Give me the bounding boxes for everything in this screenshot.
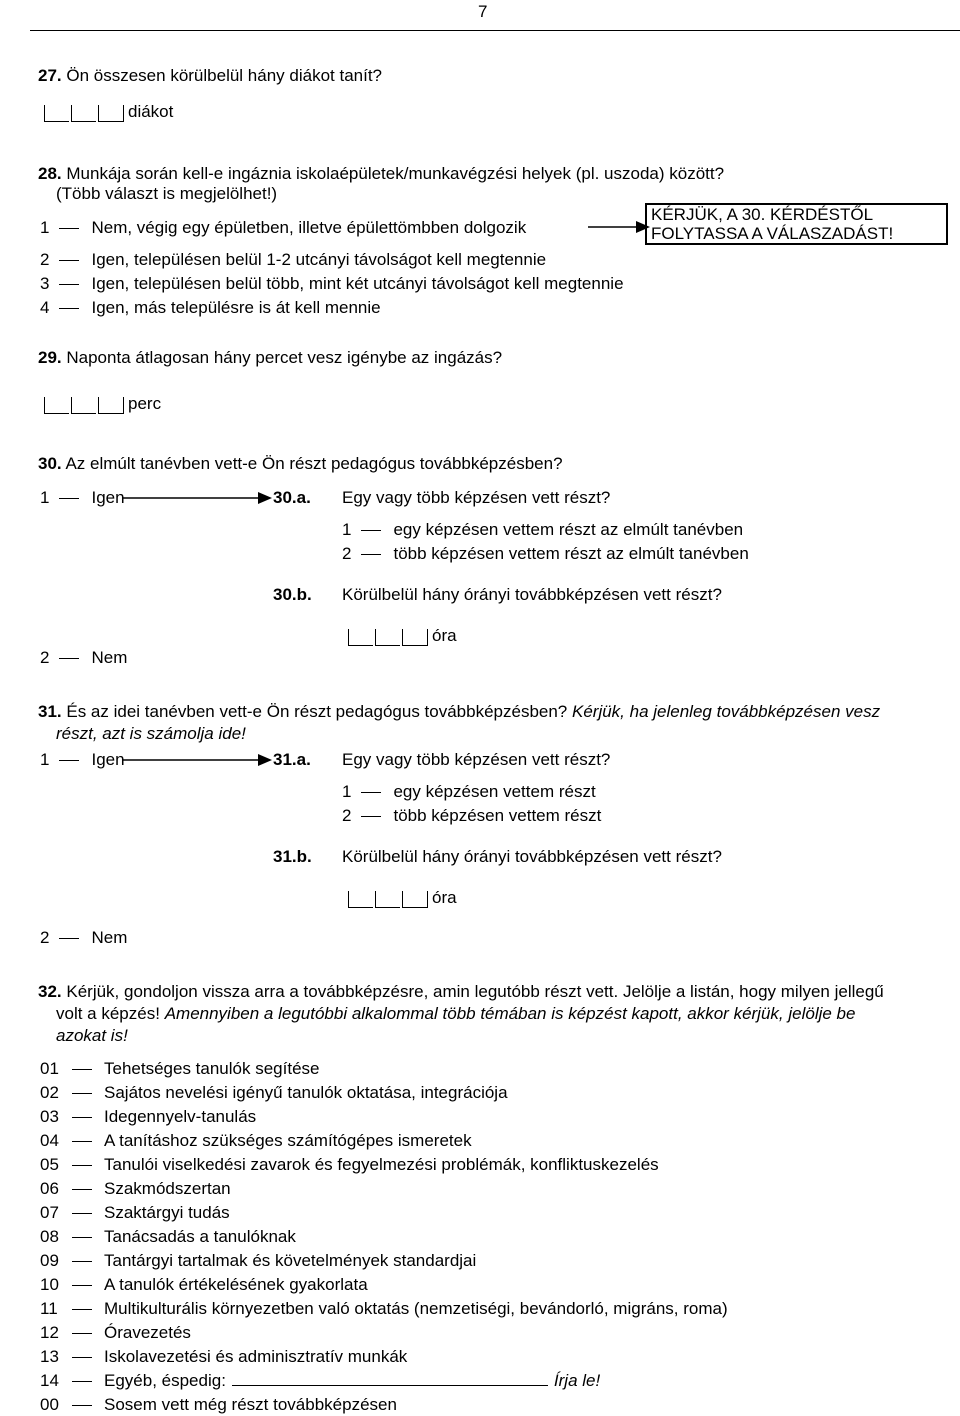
subquestion-number: 30.a.	[273, 488, 311, 507]
answer-field-hours-31[interactable]	[348, 888, 457, 908]
option-31-no[interactable]: 2 Nem	[40, 928, 128, 947]
unit-label: óra	[432, 626, 457, 645]
option-30a-2[interactable]: 2 több képzésen vettem részt az elmúlt tanévben	[342, 544, 749, 563]
question-note: (Több választ is megjelölhet!)	[56, 184, 278, 203]
page-number: 7	[478, 2, 488, 21]
unit-label: perc	[128, 394, 162, 413]
question-note-cont: részt, azt is számolja ide!	[56, 724, 246, 743]
question-number: 27.	[38, 66, 62, 85]
list-item[interactable]: 01 Tehetséges tanulók segítése	[40, 1059, 320, 1078]
question-note: Kérjük, ha jelenleg továbbképzésen vesz	[572, 702, 881, 721]
list-item[interactable]: 04 A tanításhoz szükséges számítógépes ismeretek	[40, 1131, 472, 1150]
question-32	[38, 982, 884, 1002]
subquestion-text: Egy vagy több képzésen vett részt?	[342, 488, 611, 507]
list-item[interactable]: 12 Óravezetés	[40, 1323, 191, 1342]
question-text: És az idei tanévben vett-e Ön részt pedagógus továbbképzésben?	[66, 702, 568, 721]
arrow-30-icon	[122, 491, 272, 505]
question-31	[38, 702, 880, 722]
question-text: Ön összesen körülbelül hány diákot tanít?	[66, 66, 383, 85]
list-item[interactable]: 11 Multikulturális környezetben való oktatás (nemzetiségi, bevándorló, migráns, roma)	[40, 1299, 728, 1318]
unit-label: óra	[432, 888, 457, 907]
list-item[interactable]: 02 Sajátos nevelési igényű tanulók oktatása, integrációja	[40, 1083, 508, 1102]
answer-field-hours-30[interactable]	[348, 626, 457, 646]
subquestion-text: Egy vagy több képzésen vett részt?	[342, 750, 611, 769]
subquestion-text: Körülbelül hány órányi továbbképzésen vett részt?	[342, 585, 722, 604]
question-text: Munkája során kell-e ingáznia iskolaépületek/munkavégzési helyek (pl. uszoda) között?	[66, 164, 725, 183]
question-text: Az elmúlt tanévben vett-e Ön részt pedagógus továbbképzésben?	[65, 454, 563, 473]
write-in-instruction: Írja le!	[553, 1371, 601, 1390]
question-30	[38, 454, 563, 474]
question-text: Kérjük, gondoljon vissza arra a továbbképzésre, amin legutóbb részt vett. Jelölje a listán, hogy milyen jellegű	[66, 982, 884, 1001]
question-number: 29.	[38, 348, 62, 367]
list-item[interactable]: 03 Idegennyelv-tanulás	[40, 1107, 257, 1126]
question-text-cont2: azokat is!	[56, 1026, 128, 1045]
question-text-cont: volt a képzés! Amennyiben a legutóbbi alkalommal több témában is képzést kapott, akkor kérjük, jelölje be	[56, 1004, 856, 1023]
option-30-no[interactable]: 2 Nem	[40, 648, 128, 667]
option-30a-1[interactable]: 1 egy képzésen vettem részt az elmúlt tanévben	[342, 520, 744, 539]
option-31a-2[interactable]: 2 több képzésen vettem részt	[342, 806, 602, 825]
subquestion-number: 30.b.	[273, 585, 312, 604]
option-31-yes[interactable]: 1 Igen	[40, 750, 125, 769]
option-28-3[interactable]: 3 Igen, településen belül több, mint két utcányi távolságot kell megtennie	[40, 274, 624, 293]
list-item[interactable]: 09 Tantárgyi tartalmak és követelmények standardjai	[40, 1251, 477, 1270]
question-number: 31.	[38, 702, 62, 721]
subquestion-text: Körülbelül hány órányi továbbképzésen vett részt?	[342, 847, 722, 866]
question-number: 32.	[38, 982, 62, 1001]
option-30-yes[interactable]: 1 Igen	[40, 488, 125, 507]
list-item[interactable]: 05 Tanulói viselkedési zavarok és fegyelmezési problémák, konfliktuskezelés	[40, 1155, 659, 1174]
option-31a-1[interactable]: 1 egy képzésen vettem részt	[342, 782, 596, 801]
question-text: Naponta átlagosan hány percet vesz igénybe az ingázás?	[66, 348, 503, 367]
list-item[interactable]: 00 Sosem vett még részt továbbképzésen	[40, 1395, 397, 1414]
question-29	[38, 348, 502, 368]
option-28-1[interactable]: 1 Nem, végig egy épületben, illetve épülettömbben dolgozik	[40, 218, 527, 237]
answer-field-minutes[interactable]	[44, 394, 161, 414]
skip-instruction-box: KÉRJÜK, A 30. KÉRDÉSTŐL FOLYTASSA A VÁLASZADÁST!	[645, 203, 948, 245]
other-write-in-field[interactable]	[232, 1371, 548, 1386]
question-28	[38, 164, 724, 184]
unit-label: diákot	[128, 102, 174, 121]
list-item[interactable]: 10 A tanulók értékelésének gyakorlata	[40, 1275, 368, 1294]
skip-arrow-icon	[588, 220, 650, 234]
option-28-2[interactable]: 2 Igen, településen belül 1-2 utcányi távolságot kell megtennie	[40, 250, 547, 269]
header-rule	[30, 30, 960, 31]
question-number: 28.	[38, 164, 62, 183]
question-number: 30.	[38, 454, 62, 473]
question-27	[38, 66, 382, 86]
list-item[interactable]: 06 Szakmódszertan	[40, 1179, 231, 1198]
subquestion-number: 31.a.	[273, 750, 311, 769]
arrow-31-icon	[122, 753, 272, 767]
list-item[interactable]: 08 Tanácsadás a tanulóknak	[40, 1227, 296, 1246]
list-item[interactable]: 14 Egyéb, éspedig: Írja le!	[40, 1371, 601, 1390]
answer-field-students[interactable]	[44, 102, 173, 122]
option-28-4[interactable]: 4 Igen, más településre is át kell mennie	[40, 298, 381, 317]
list-item[interactable]: 13 Iskolavezetési és adminisztratív munkák	[40, 1347, 408, 1366]
list-item[interactable]: 07 Szaktárgyi tudás	[40, 1203, 230, 1222]
subquestion-number: 31.b.	[273, 847, 312, 866]
